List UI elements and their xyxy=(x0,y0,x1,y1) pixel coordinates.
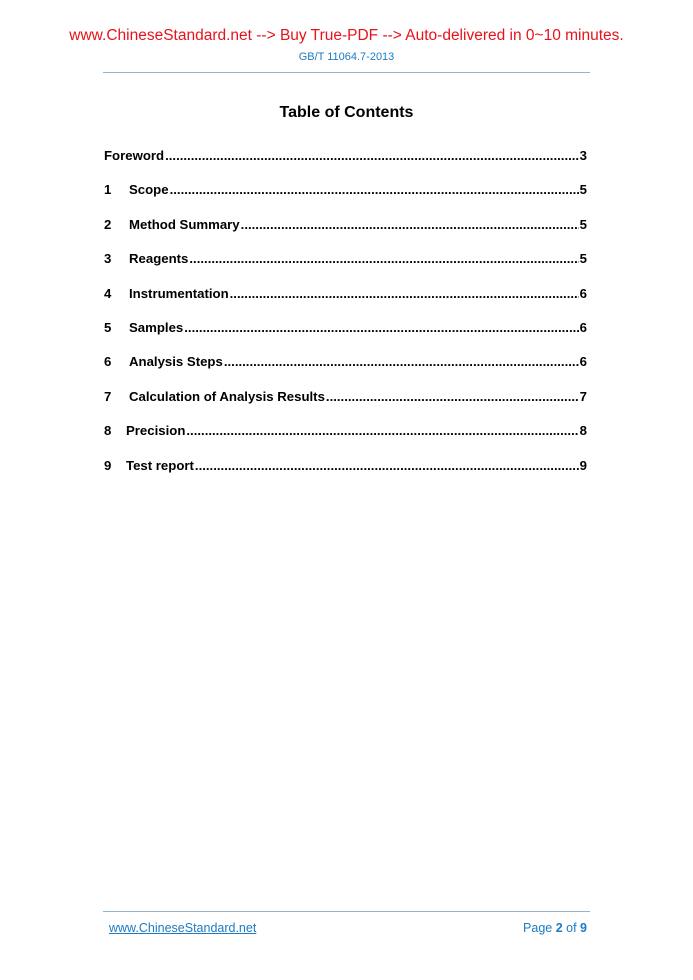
table-of-contents xyxy=(104,148,587,492)
toc-entry-number: 3 xyxy=(104,251,112,267)
toc-leader-dots xyxy=(186,423,578,438)
toc-entry-page: 5 xyxy=(579,251,587,267)
toc-leader-dots xyxy=(170,182,579,197)
toc-entry-scope[interactable] xyxy=(104,182,587,216)
toc-entry-page: 5 xyxy=(579,216,587,232)
toc-entry-number: 4 xyxy=(104,285,112,301)
toc-entry-label: Reagents xyxy=(129,251,189,267)
toc-entry-page: 6 xyxy=(579,285,587,301)
toc-title: Table of Contents xyxy=(279,104,414,121)
toc-entry-instrumentation[interactable] xyxy=(104,286,587,320)
toc-entry-analysis-steps[interactable] xyxy=(104,354,587,388)
toc-entry-foreword[interactable] xyxy=(104,148,587,182)
toc-entry-label: Method Summary xyxy=(129,216,240,232)
toc-entry-reagents[interactable] xyxy=(104,251,587,285)
footer-divider xyxy=(103,911,590,912)
toc-entry-label: Analysis Steps xyxy=(129,354,223,370)
toc-entry-number: 2 xyxy=(104,216,112,232)
toc-entry-number: 9 xyxy=(104,457,112,473)
toc-entry-page: 8 xyxy=(579,423,587,439)
page-current: 2 xyxy=(555,921,563,935)
page-indicator xyxy=(523,921,587,935)
header-divider xyxy=(103,72,590,73)
footer-site-link[interactable]: www.ChineseStandard.net xyxy=(109,921,257,935)
toc-entry-page: 3 xyxy=(579,148,587,163)
toc-entry-label: Samples xyxy=(129,319,184,335)
toc-entry-label: Test report xyxy=(126,457,194,473)
toc-entry-page: 6 xyxy=(579,354,587,370)
toc-entry-label: Scope xyxy=(129,182,169,198)
toc-entry-test-report[interactable] xyxy=(104,458,587,492)
toc-leader-dots xyxy=(230,286,579,301)
toc-entry-number: 5 xyxy=(104,319,112,335)
toc-entry-method-summary[interactable] xyxy=(104,217,587,251)
toc-entry-label: Precision xyxy=(126,423,186,439)
toc-leader-dots xyxy=(189,251,578,266)
page-of: of xyxy=(562,921,581,935)
toc-leader-dots xyxy=(165,148,579,163)
toc-entry-samples[interactable] xyxy=(104,320,587,354)
toc-entry-label: Foreword xyxy=(104,148,165,163)
toc-entry-precision[interactable] xyxy=(104,423,587,457)
page-total: 9 xyxy=(580,921,587,935)
toc-leader-dots xyxy=(224,354,579,369)
toc-entry-page: 6 xyxy=(579,319,587,335)
page-prefix: Page xyxy=(523,921,556,935)
toc-entry-label: Instrumentation xyxy=(129,285,229,301)
toc-leader-dots xyxy=(241,217,579,232)
toc-entry-page: 7 xyxy=(579,388,587,404)
toc-entry-calculation[interactable] xyxy=(104,389,587,423)
toc-entry-number: 7 xyxy=(104,388,112,404)
toc-leader-dots xyxy=(326,389,579,404)
toc-leader-dots xyxy=(184,320,578,335)
document-id: GB/T 11064.7-2013 xyxy=(298,51,395,63)
toc-entry-page: 9 xyxy=(579,457,587,473)
toc-entry-label: Calculation of Analysis Results xyxy=(129,388,325,404)
toc-entry-number: 8 xyxy=(104,423,112,439)
toc-entry-number: 6 xyxy=(104,354,112,370)
toc-entry-number: 1 xyxy=(104,182,112,198)
promo-banner-link[interactable]: www.ChineseStandard.net --> Buy True-PDF --> Auto-delivered in 0~10 minutes. xyxy=(69,27,624,44)
toc-leader-dots xyxy=(195,458,579,473)
toc-entry-page: 5 xyxy=(579,182,587,198)
